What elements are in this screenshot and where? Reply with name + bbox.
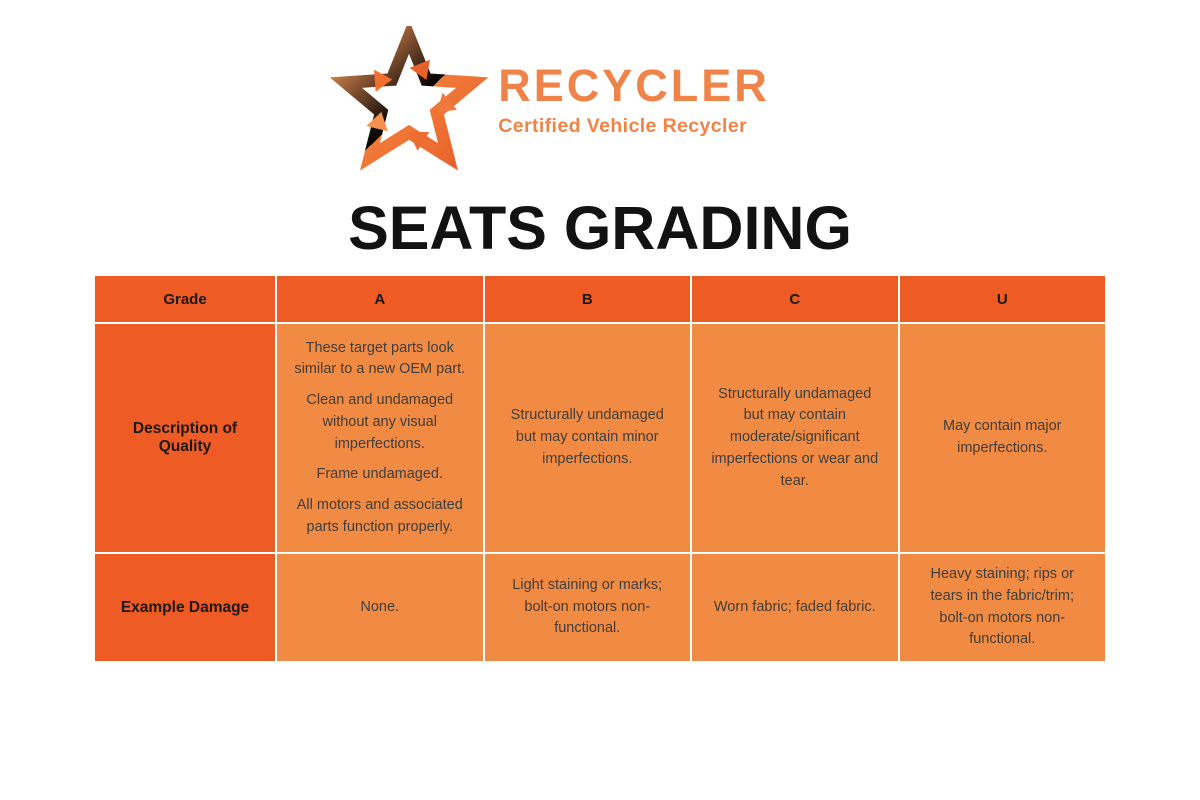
column-header-c: C xyxy=(692,276,898,322)
logo-name: RECYCLER xyxy=(498,59,770,111)
logo-tagline: Certified Vehicle Recycler xyxy=(498,115,748,138)
column-header-u: U xyxy=(900,276,1106,322)
cell-example-grade-c: Worn fabric; faded fabric. xyxy=(692,554,898,661)
column-header-grade: Grade xyxy=(95,276,275,322)
cell-description-grade-a: These target parts look similar to a new OEM part. Clean and undamaged without any visual imperfections. Frame undamaged. All motors and associated parts function properly. xyxy=(277,324,483,552)
cell-example-grade-u: Heavy staining; rips or tears in the fabric/trim; bolt-on motors non-functional. xyxy=(900,554,1106,661)
cell-description-grade-c: Structurally undamaged but may contain moderate/significant imperfections or wear and tear. xyxy=(692,324,898,552)
recycler-star-icon xyxy=(330,26,488,174)
row-label-example-damage: Example Damage xyxy=(95,554,275,661)
logo-text xyxy=(498,59,770,138)
cell-example-grade-a: None. xyxy=(277,554,483,661)
cell-description-grade-u: May contain major imperfections. xyxy=(900,324,1106,552)
page-title: SEATS GRADING xyxy=(348,194,852,262)
row-label-description-of-quality: Description of Quality xyxy=(95,324,275,552)
cell-description-grade-b: Structurally undamaged but may contain minor imperfections. xyxy=(485,324,691,552)
column-header-b: B xyxy=(485,276,691,322)
cell-example-grade-b: Light staining or marks; bolt-on motors non-functional. xyxy=(485,554,691,661)
grading-table xyxy=(95,276,1105,661)
logo xyxy=(0,0,1150,174)
column-header-a: A xyxy=(277,276,483,322)
